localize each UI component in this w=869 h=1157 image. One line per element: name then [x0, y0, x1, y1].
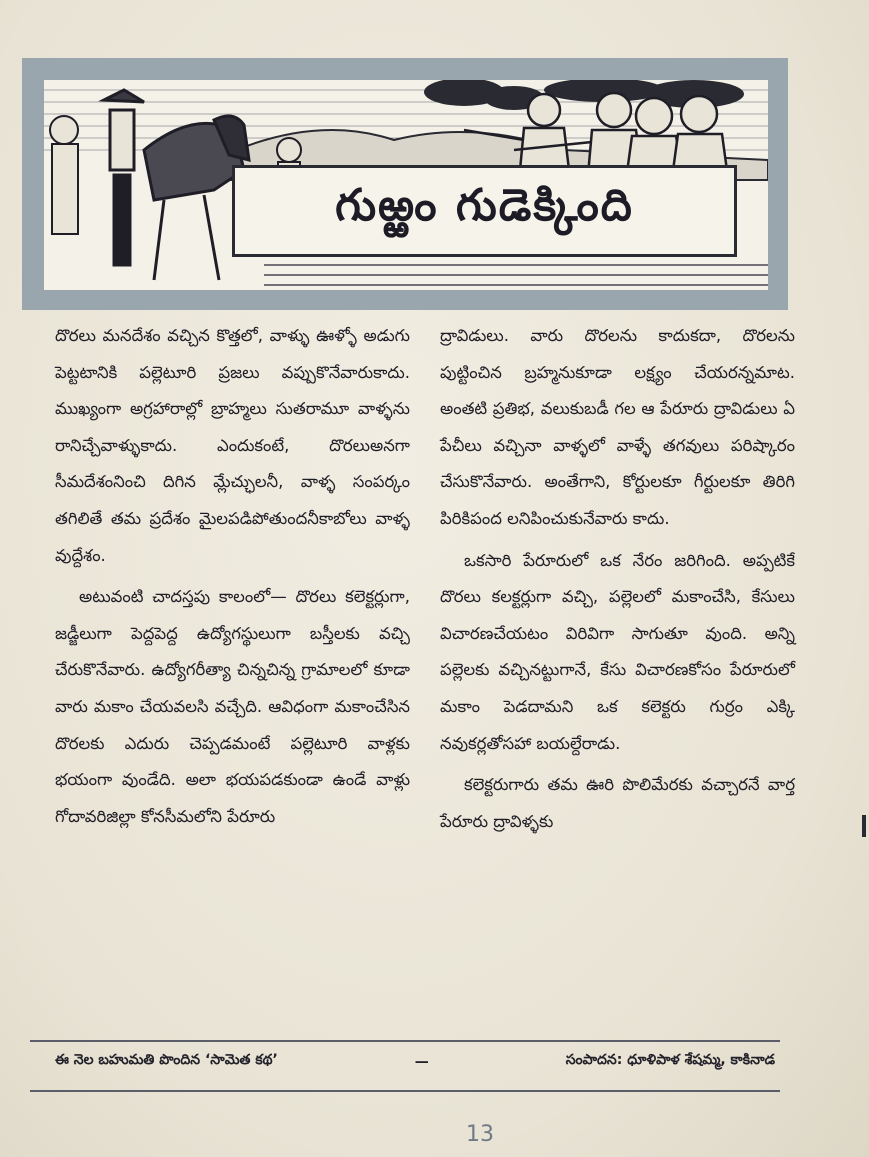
- footer-editor: సంపాదన: ధూళిపాళ శేషమ్మ, కాకినాడ: [565, 1052, 775, 1068]
- story-title: గుఱ్ఱం గుడెక్కింది: [335, 180, 634, 231]
- footer-caption: ఈ నెల బహుమతి పొందిన ‘సామెత కథ’: [55, 1052, 278, 1068]
- paragraph: ఒకసారి పేరూరులో ఒక నేరం జరిగింది. అప్పటికే దొరలు కలక్టర్లుగా వచ్చి, పల్లెలలో మకాంచేసి, కేసులు విచారణచేయటం విరివిగా సాగుతూ వుంది. అన్ని పల్లెలకు వచ్చినట్టుగానే, కేసు విచారణకోసం పేరూరులో మకాం పెడదామని ఒక కలెక్టరు గుర్రం ఎక్కి నవుకర్లతోసహా బయల్దేరాడు.: [440, 550, 795, 753]
- left-column: [55, 318, 410, 1018]
- footer-rule-top: [30, 1040, 780, 1042]
- paragraph: అటువంటి చాదస్తపు కాలంలో— దొరలు కలెక్టర్లుగా, జడ్జీలుగా పెద్దపెద్ద ఉద్యోగస్థులుగా బస్తీలకు వచ్చి చేరుకొనేవారు. ఉద్యోగరీత్యా చిన్నచిన్న గ్రామాలలో కూడా వారు మకాం చేయవలసి వచ్చేది. ఆవిధంగా మకాంచేసిన దొరలకు ఎదురు చెప్పడమంటే పల్లెటూరి వాళ్లకు భయంగా వుండేది. అలా భయపడకుండా ఉండే వాళ్లు గోదావరిజిల్లా కోనసీమలోని పేరూరు: [55, 587, 410, 826]
- paragraph: ద్రావిడులు. వారు దొరలను కాదుకదా, దొరలను పుట్టించిన బ్రహ్మనుకూడా లక్ష్యం చేయరన్నమాట. అంతటి ప్రతిభ, వలుకుబడీ గల ఆ పేరూరు ద్రావిడులు ఏ పేచీలు వచ్చినా వాళ్ళలో వాళ్ళే తగవులు పరిష్కారం చేసుకొనేవారు. అంతేగాని, కోర్టులకూ గీర్టులకూ తిరిగి పిరికిపంద లనిపించుకునేవారు కాదు.: [440, 326, 795, 528]
- edge-mark: [862, 815, 866, 837]
- right-column: [440, 318, 795, 1018]
- footer-rule-bottom: [30, 1090, 780, 1092]
- footer: [55, 1052, 775, 1071]
- page-number: 13: [466, 1122, 494, 1147]
- paragraph: దొరలు మనదేశం వచ్చిన కొత్తలో, వాళ్ళు ఊళ్ళో అడుగు పెట్టటానికి పల్లెటూరి ప్రజలు వప్పుకొనేవారుకాదు. ముఖ్యంగా అగ్రహారాల్లో బ్రాహ్మలు సుతరామూ వాళ్ళను రానిచ్చేవాళ్ళుకాదు. ఎందుకంటే, దొరలుఅనగా సీమదేశంనించి దిగిన మ్లేచ్ఛులనీ, వాళ్ళ సంపర్కం తగిలితే తమ ప్రదేశం మైలపడిపోతుందనీకాబోలు వాళ్ళ వుద్దేశం.: [55, 326, 410, 565]
- paragraph: కలెక్టరుగారు తమ ఊరి పొలిమేరకు వచ్చారనే వార్త పేరూరు ద్రావిళ్ళకు: [440, 775, 795, 831]
- footer-dash: —: [414, 1053, 429, 1070]
- article-body: [55, 318, 795, 1018]
- title-panel: [232, 165, 737, 257]
